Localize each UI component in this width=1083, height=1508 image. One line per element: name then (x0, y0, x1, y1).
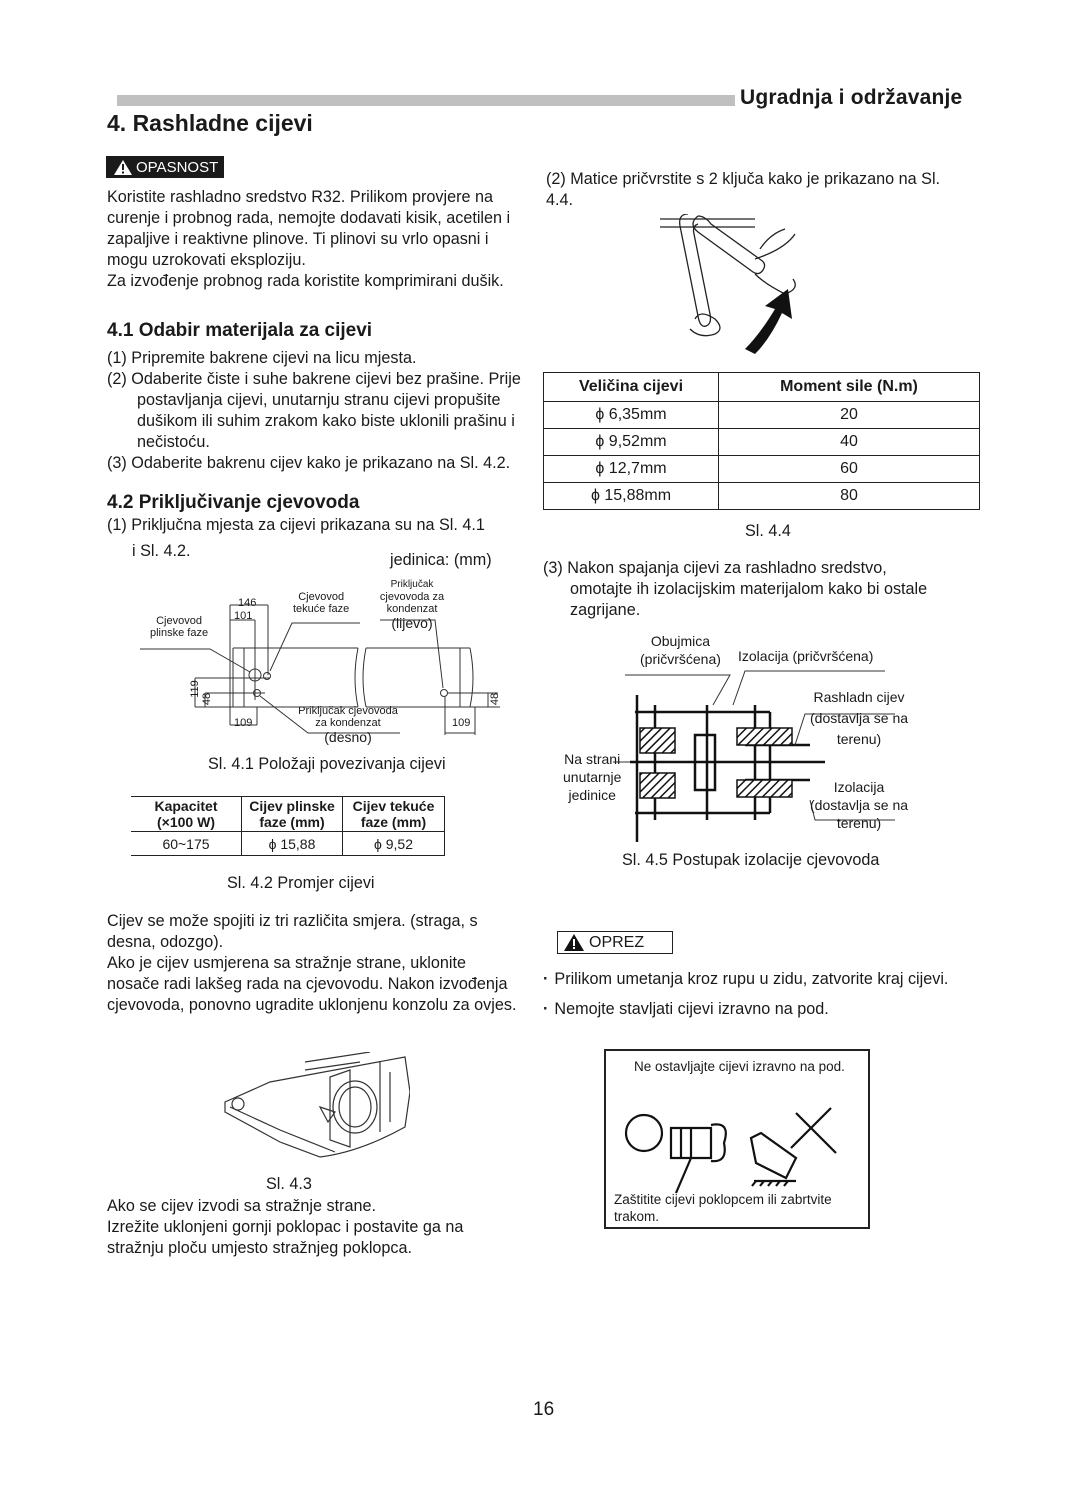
label-line: Cjevovod (298, 591, 345, 603)
paragraph: Ako je cijev usmjerena sa stražnje strane, uklonite nosače radi lakšeg rada na cjevovodu. Nakon izvođenja cjevovoda, ponovno ugradite uklonjenu konzolu za ovjes. (107, 954, 517, 1014)
dim-119: 119 (188, 680, 201, 698)
caution-label: OPREZ (589, 933, 645, 951)
label-line: (pričvršćena) (640, 651, 721, 667)
label-insulation-field (810, 778, 908, 832)
caution-illustration-box (604, 1049, 870, 1229)
warning-triangle-icon (564, 934, 584, 951)
label-line: unutarnje (563, 769, 622, 785)
table-row (544, 483, 980, 510)
fig-4-1-caption: Sl. 4.1 Položaji povezivanja cijevi (208, 755, 446, 773)
list-item: (2) Odaberite čiste i suhe bakrene cijevi bez prašine. Prije postavljanja cijevi, unutarnju stranu cijevi propušite dušikom ili suhim zrakom kako biste uklonili prašinu i nečistoću. (107, 370, 521, 451)
insulation-diagram (555, 630, 935, 850)
label-gas-pipe (150, 615, 208, 639)
wrench-tightening-illustration (660, 214, 820, 364)
fig-4-3-caption: Sl. 4.3 (266, 1175, 312, 1193)
label-line: Priključak (390, 579, 434, 590)
danger-label: OPASNOST (136, 158, 219, 176)
page-number: 16 (533, 1399, 555, 1420)
dim-48-left: 48 (201, 692, 214, 706)
section-header-label: Ugradnja i održavanje (740, 86, 963, 109)
label-line: (dostavlja se na (810, 797, 909, 813)
pipe-diameter-table (131, 796, 445, 856)
table-row (544, 429, 980, 456)
label-line: terenu) (836, 731, 882, 747)
pipe-position-diagram (130, 575, 510, 750)
label-liquid-pipe (293, 591, 349, 615)
label-clamp (640, 632, 721, 668)
right-item-3-cont: omotajte ih izolacijskim materijalom kako bi ostale zagrijane. (570, 580, 928, 619)
table-row (131, 832, 445, 856)
dim-101: 101 (234, 610, 253, 622)
caution-badge (557, 931, 673, 954)
table-cell: ϕ 12,7mm (544, 456, 719, 483)
label-line: terenu) (836, 815, 882, 831)
section-4-2-title: 4.2 Priključivanje cjevovoda (107, 492, 360, 513)
label-line: za kondenzat (315, 717, 381, 729)
table-cell: ϕ 15,88 (242, 832, 343, 856)
pipe-cap-illustration (616, 1103, 856, 1198)
caution-bullet: · Nemojte stavljati cijevi izravno na pod. (543, 999, 829, 1020)
label-line: (dostavlja se na (810, 710, 909, 726)
danger-badge (106, 156, 224, 178)
header-cell: Cijev tekuće faze (mm) (343, 797, 445, 832)
paragraph: Izrežite uklonjeni gornji poklopac i postavite ga na stražnju ploču umjesto stražnjeg poklopca. (107, 1218, 464, 1257)
label-line: (lijevo) (391, 615, 433, 631)
table-row (544, 456, 980, 483)
section-4-1-title: 4.1 Odabir materijala za cijevi (107, 320, 373, 341)
direction-text (107, 911, 522, 1016)
label-line: Na strani (564, 751, 621, 767)
table-cell: 20 (719, 402, 980, 429)
table-header-row (131, 797, 445, 832)
paragraph: Ako se cijev izvodi sa stražnje strane. (107, 1197, 377, 1215)
paragraph: Cijev se može spojiti iz tri različita smjera. (straga, s desna, odozgo). (107, 912, 478, 951)
table-header-row (544, 373, 980, 402)
danger-paragraph: Koristite rashladno sredstvo R32. Prilikom provjere na curenje i probnog rada, nemojte dodavati kisik, acetilen i zapaljive i reaktivne plinove. Ti plinovi su vrlo opasni i mogu uzrokovati eksploziju. (107, 188, 511, 269)
label-line: Obujmica (650, 633, 711, 649)
label-drain-right (298, 705, 398, 745)
dim-146: 146 (238, 597, 257, 609)
label-drain-left (377, 579, 447, 631)
section-4-2-item1: (1) Priključna mjesta za cijevi prikazana su na Sl. 4.1 (107, 516, 485, 534)
label-line: Izolacija (833, 779, 885, 795)
section-4-1-list (107, 348, 522, 474)
dim-109-left: 109 (234, 717, 253, 729)
danger-paragraph: Za izvođenje probnog rada koristite komprimirani dušik. (107, 272, 504, 290)
label-line: cjevovoda za (379, 591, 445, 603)
fig-4-5-caption: Sl. 4.5 Postupak izolacije cjevovoda (622, 851, 880, 869)
caution-bullet: · Prilikom umetanja kroz rupu u zidu, zatvorite kraj cijevi. (543, 969, 948, 990)
danger-text (107, 187, 517, 292)
box-top-text: Ne ostavljajte cijevi izravno na pod. (634, 1059, 845, 1074)
table-cell: 60~175 (131, 832, 242, 856)
label-insulation-fixed: Izolacija (pričvršćena) (738, 648, 874, 664)
label-refrigerant-pipe (810, 687, 908, 750)
label-line: Priključak cjevovoda (298, 705, 398, 717)
box-bottom-text: Zaštitite cijevi poklopcem ili zabrtvite trakom. (614, 1192, 832, 1224)
warning-triangle-icon (114, 160, 132, 175)
right-item-2: (2) Matice pričvrstite s 2 ključa kako je prikazano na Sl. 4.4. (546, 170, 941, 209)
chapter-title: 4. Rashladne cijevi (107, 110, 313, 136)
fig-4-4-caption: Sl. 4.4 (745, 522, 791, 540)
table-cell: 40 (719, 429, 980, 456)
table-cell: ϕ 15,88mm (544, 483, 719, 510)
label-line: jedinice (568, 787, 616, 803)
torque-table (543, 372, 980, 510)
header-cell: Veličina cijevi (544, 373, 719, 402)
unit-label: jedinica: (mm) (390, 551, 492, 569)
header-cell: Moment sile (N.m) (719, 373, 980, 402)
label-line: kondenzat (386, 603, 438, 615)
table-cell: 60 (719, 456, 980, 483)
label-line: Rashladn cijev (813, 689, 905, 705)
table-cell: 80 (719, 483, 980, 510)
dim-48-right: 48 (489, 692, 502, 706)
rear-pipe-text (107, 1196, 522, 1259)
header-rule (117, 95, 735, 106)
header-cell: Cijev plinske faze (mm) (242, 797, 343, 832)
list-item: (1) Pripremite bakrene cijevi na licu mjesta. (107, 349, 417, 367)
label-line: plinske faze (150, 627, 209, 639)
header-cell: Kapacitet (×100 W) (131, 797, 242, 832)
label-line: Cjevovod (156, 615, 202, 627)
dim-109-right: 109 (452, 717, 471, 729)
indoor-unit-drawing (210, 1052, 410, 1162)
table-row (544, 402, 980, 429)
label-line: tekuće faze (293, 603, 350, 615)
table-cell: ϕ 6,35mm (544, 402, 719, 429)
right-item-3: (3) Nakon spajanja cijevi za rashladno sredstvo, (543, 559, 887, 577)
table-cell: ϕ 9,52 (343, 832, 445, 856)
table-cell: ϕ 9,52mm (544, 429, 719, 456)
list-item: (3) Odaberite bakrenu cijev kako je prikazano na Sl. 4.2. (107, 454, 511, 472)
label-indoor-side (563, 750, 621, 804)
section-4-2-item1-cont: i Sl. 4.2. (132, 542, 191, 560)
label-line: (desno) (324, 729, 372, 745)
fig-4-2-caption: Sl. 4.2 Promjer cijevi (227, 874, 375, 892)
